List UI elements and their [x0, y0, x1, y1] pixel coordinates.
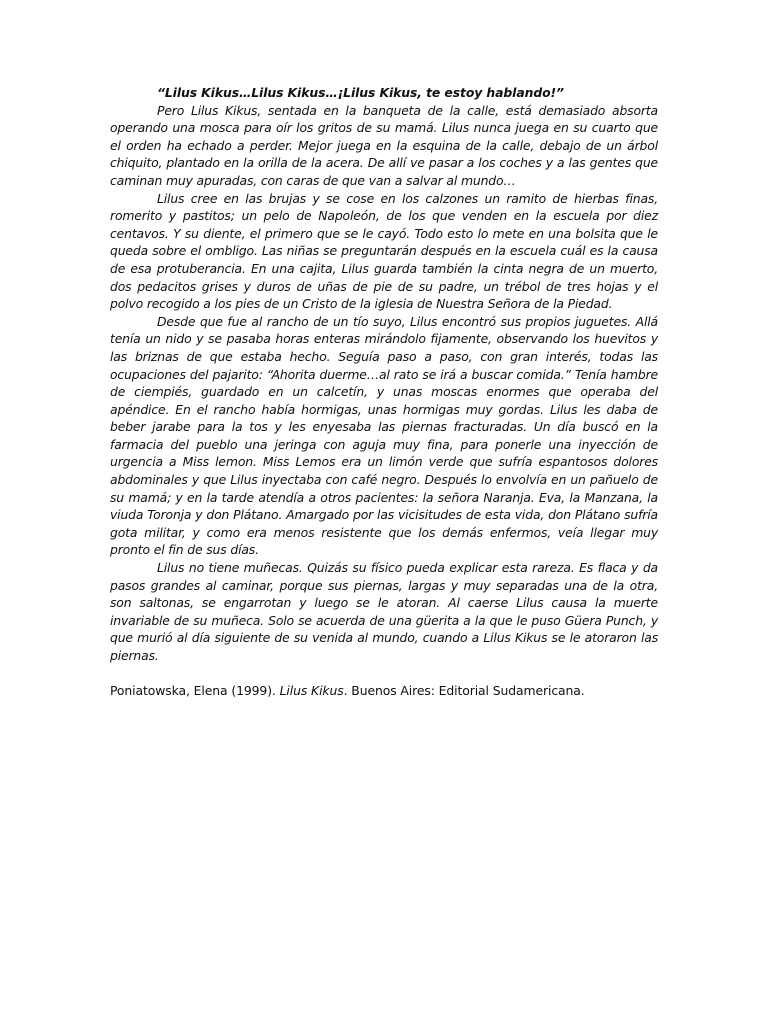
paragraph-3: Desde que fue al rancho de un tío suyo, Lilus encontró sus propios juguetes. Allá tenía un nido y se pasaba horas enteras mirándolo fijamente, observando los huevitos y las briznas de que estaba hecho. Seguía paso a paso, con gran interés, todas las ocupaciones del pajarito: “Ahorita duerme…al rato se irá a buscar comida.” Tenía hambre de ciempiés, guardado en un calcetín, y unas moscas enormes que operaba del apéndice. En el rancho había hormigas, unas hormigas muy gordas. Lilus les daba de beber jarabe para la tos y les enyesaba las piernas fracturadas. Un día buscó en la farmacia del pueblo una jeringa con aguja muy fina, para ponerle una inyección de urgencia a Miss lemon. Miss Lemos era un limón verde que sufría espantosos dolores abdominales y que Lilus inyectaba con café negro. Después lo envolvía en un pañuelo de su mamá; y en la tarde atendía a otros pacientes: la señora Naranja. Eva, la Manzana, la viuda Toronja y don Plátano. Amargado por las vicisitudes de esta vida, don Plátano sufría gota militar, y como era menos resistente que los demás enfermos, veía llegar muy pronto el fin de sus días.: [110, 313, 658, 558]
bibliographic-citation: [110, 682, 658, 700]
opening-quote-title: “Lilus Kikus…Lilus Kikus…¡Lilus Kikus, te estoy hablando!”: [157, 85, 564, 100]
paragraph-2: Lilus cree en las brujas y se cose en los calzones un ramito de hierbas finas, romerito y pastitos; un pelo de Napoleón, de los que venden en la escuela por diez centavos. Y su diente, el primero que se le cayó. Todo esto lo mete en una bolsita que le queda sobre el ombligo. Las niñas se preguntarán después en la escuela cuál es la causa de esa protuberancia. En una cajita, Lilus guarda también la cinta negra de un muerto, dos pedacitos grises y duros de uñas de pie de su padre, un trébol de tres hojas y el polvo recogido a los pies de un Cristo de la iglesia de Nuestra Señora de la Piedad.: [110, 190, 658, 312]
paragraph-1: Pero Lilus Kikus, sentada en la banqueta de la calle, está demasiado absorta operando una mosca para oír los gritos de su mamá. Lilus nunca juega en su cuarto que el orden ha echado a perder. Mejor juega en la esquina de la calle, debajo de un árbol chiquito, plantado en la orilla de la acera. De allí ve pasar a los coches y a las gentes que caminan muy apuradas, con caras de que van a salvar al mundo…: [110, 102, 658, 188]
citation-author-year: Poniatowska, Elena (1999).: [110, 683, 280, 699]
citation-work-title: Lilus Kikus: [279, 683, 344, 699]
paragraph-4: Lilus no tiene muñecas. Quizás su físico pueda explicar esta rareza. Es flaca y da pasos grandes al caminar, porque sus piernas, largas y muy separadas una de la otra, son saltonas, se engarrotan y luego se le atoran. Al caerse Lilus causa la muerte invariable de su muñeca. Solo se acuerda de una güerita a la que le puso Güera Punch, y que murió al día siguiente de su venida al mundo, cuando a Lilus Kikus se le atoraron las piernas.: [110, 560, 658, 663]
citation-publisher: . Buenos Aires: Editorial Sudamericana.: [343, 683, 585, 699]
document-body: [110, 84, 658, 700]
